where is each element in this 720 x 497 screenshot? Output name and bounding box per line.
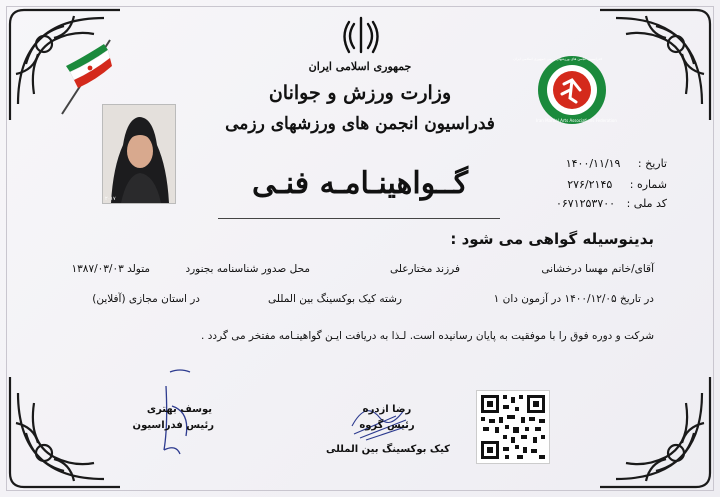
ministry-title: وزارت ورزش و جوانان (268, 82, 452, 104)
exam-province: در استان مجازی (آفلاین) (92, 293, 200, 305)
meta-code (556, 197, 667, 210)
iran-emblem-icon (340, 14, 382, 56)
president-title: رئیس فدراسیون (132, 420, 214, 431)
exam-date: در تاریخ ۱۴۰۰/۱۲/۰۵ در آزمون دان ۱ (493, 293, 654, 305)
student-photo (102, 104, 176, 204)
group-head-name: رضا ازدره (362, 404, 412, 415)
federation-logo-icon (513, 54, 617, 126)
code-value: ۰۶۷۱۲۵۳۷۰۰ (555, 197, 616, 210)
corner-ornament-top-right (596, 4, 716, 124)
birth-date: متولد ۱۳۸۷/۰۳/۰۳ (71, 263, 150, 275)
photo-caption: ۲۰۱۷ (105, 196, 116, 202)
logo-latin-text: Iran Martial Arts Associations Federation (536, 118, 617, 123)
president-name: یوسف بهتری (146, 404, 212, 415)
group-head-signature-icon (346, 396, 416, 442)
meta-date (566, 157, 667, 170)
group-head-title: رئیس گروه (359, 420, 415, 431)
body-intro: بدینوسیله گواهی می شود : (450, 230, 654, 248)
group-head-group: کیک بوکسینگ بین المللی (325, 444, 450, 455)
issue-place: محل صدور شناسنامه بجنورد (185, 263, 310, 275)
father-name: فرزند مختارعلی (390, 263, 460, 275)
sport-field: رشته کیک بوکسینگ بین المللی (267, 293, 402, 305)
qr-code[interactable] (476, 390, 550, 464)
number-label: شماره : (629, 178, 667, 191)
corner-ornament-bottom-left (4, 373, 124, 493)
person-photo-icon (103, 105, 175, 203)
corner-ornament-bottom-right (596, 373, 716, 493)
code-label: کد ملی : (626, 197, 667, 210)
federation-logo (513, 54, 617, 126)
meta-number (567, 178, 667, 191)
certificate-title: گــواهینـامـه فنـی (251, 166, 469, 201)
student-name: آقای/خانم مهسا درخشانی (541, 263, 654, 275)
federation-title: فدراسیون انجمن های ورزشهای رزمی (225, 114, 495, 134)
date-value: ۱۴۰۰/۱۱/۱۹ (565, 157, 621, 170)
republic-title: جمهوری اسلامی ایران (308, 60, 412, 73)
qr-code-icon (477, 391, 549, 463)
logo-ring-text: فدراسیون انجمن های ورزشهای رزمی جمهوری اسلامی ایران (513, 57, 602, 61)
date-label: تاریخ : (637, 157, 667, 170)
completion-statement: شرکت و دوره فوق را با موفقیت به پایان رسانیده است. لـذا به دریافت ایـن گواهینـامه مفتخر می گردد . (201, 330, 654, 342)
number-value: ۲۷۶/۲۱۴۵ (567, 178, 613, 191)
title-divider (218, 218, 500, 219)
